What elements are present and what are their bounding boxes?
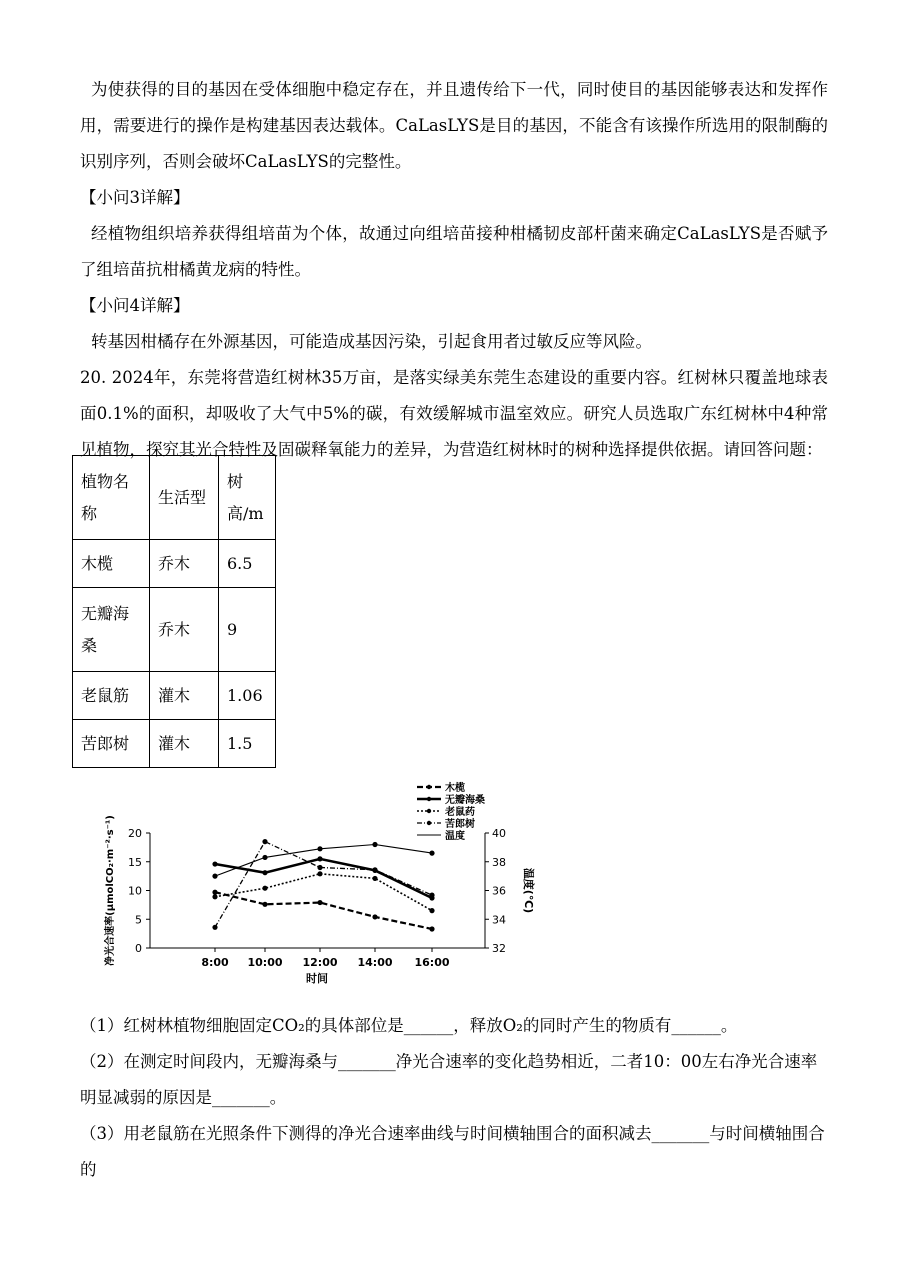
legend-marker xyxy=(427,821,431,825)
legend-label: 木榄 xyxy=(445,783,465,794)
table-cell: 无瓣海桑 xyxy=(73,588,150,672)
data-point xyxy=(262,886,267,891)
table-header-cell: 植物名称 xyxy=(73,456,150,540)
y-tick-label: 20 xyxy=(128,827,142,840)
x-tick-label: 16:00 xyxy=(414,956,450,969)
answer-paragraph-2: 为使获得的目的基因在受体细胞中稳定存在，并且遗传给下一代，同时使目的基因能够表达和发挥作用，需要进行的操作是构建基因表达载体。CaLasLYS是目的基因，不能含有该操作所选用的限制酶的识别序列，否则会破坏CaLasLYS的完整性。 xyxy=(80,80,828,171)
data-point xyxy=(262,902,267,907)
data-point xyxy=(317,871,322,876)
series-line-2 xyxy=(215,874,432,911)
y-axis-label: 净光合速率(μmolCO₂·m⁻²·s⁻¹) xyxy=(105,815,116,966)
y2-tick-label: 40 xyxy=(492,827,506,840)
table-header-cell: 树高/m xyxy=(219,456,276,540)
series-line-1 xyxy=(215,859,432,898)
data-point xyxy=(212,890,217,895)
answer-paragraph-3: 经植物组织培养获得组培苗为个体，故通过向组培苗接种柑橘韧皮部杆菌来确定CaLasLYS是否赋予了组培苗抗柑橘黄龙病的特性。 xyxy=(80,224,828,279)
legend-label: 温度 xyxy=(445,831,465,842)
data-point xyxy=(372,867,377,872)
data-point xyxy=(372,842,377,847)
y2-tick-label: 36 xyxy=(492,884,506,898)
x-tick-label: 14:00 xyxy=(357,956,393,969)
y-tick-label: 0 xyxy=(135,942,142,955)
y2-tick-label: 38 xyxy=(492,855,506,869)
y-tick-label: 5 xyxy=(135,913,142,927)
y2-axis-label: 温度(℃) xyxy=(522,867,535,914)
sub-question-3-heading: 【小问3详解】 xyxy=(80,188,190,207)
data-point xyxy=(262,855,267,860)
table-row xyxy=(73,672,276,720)
data-point xyxy=(262,839,267,844)
x-axis-label: 时间 xyxy=(306,972,328,985)
data-point xyxy=(262,870,267,875)
data-point xyxy=(429,926,434,931)
data-point xyxy=(317,856,322,861)
table-cell: 苦郎树 xyxy=(73,720,150,768)
sub-question-2: （2）在测定时间段内，无瓣海桑与_______净光合速率的变化趋势相近，二者10：00左右净光合速率明显减弱的原因是_______。 xyxy=(80,1052,818,1107)
legend-marker xyxy=(427,797,431,801)
table-cell: 6.5 xyxy=(219,540,276,588)
x-tick-label: 8:00 xyxy=(201,956,229,969)
table-header-cell: 生活型 xyxy=(150,456,219,540)
table-cell: 灌木 xyxy=(150,672,219,720)
legend-marker xyxy=(427,785,431,789)
sub-question-3: （3）用老鼠筋在光照条件下测得的净光合速率曲线与时间横轴围合的面积减去_______与时间横轴围合的 xyxy=(80,1124,825,1179)
answer-paragraph-4: 转基因柑橘存在外源基因，可能造成基因污染，引起食用者过敏反应等风险。 xyxy=(91,332,652,351)
legend-label: 无瓣海桑 xyxy=(445,795,485,806)
table-cell: 木榄 xyxy=(73,540,150,588)
data-point xyxy=(317,846,322,851)
table-row xyxy=(73,540,276,588)
data-point xyxy=(372,914,377,919)
y-tick-label: 10 xyxy=(128,884,142,898)
data-point xyxy=(372,876,377,881)
legend-label: 老鼠药 xyxy=(445,807,475,818)
data-point xyxy=(429,893,434,898)
data-point xyxy=(429,851,434,856)
legend-label: 苦郎树 xyxy=(445,819,475,830)
data-point xyxy=(212,894,217,899)
data-point xyxy=(212,925,217,930)
data-point xyxy=(317,900,322,905)
table-cell: 老鼠筋 xyxy=(73,672,150,720)
x-tick-label: 10:00 xyxy=(247,956,283,969)
sub-question-4-heading: 【小问4详解】 xyxy=(80,296,190,315)
data-point xyxy=(212,861,217,866)
y2-tick-label: 34 xyxy=(492,913,506,927)
legend-marker xyxy=(427,809,431,813)
photosynthesis-line-chart xyxy=(95,778,535,993)
y-tick-label: 15 xyxy=(128,855,142,869)
table-header-row xyxy=(73,456,276,540)
question-20-stem: 20. 2024年，东莞将营造红树林35万亩，是落实绿美东莞生态建设的重要内容。红树林只覆盖地球表面0.1%的面积，却吸收了大气中5%的碳，有效缓解城市温室效应。研究人员选取广东红树林中4种常见植物，探究其光合特性及固碳释氧能力的差异，为营造红树林时的树种选择提供依据。请回答问题： xyxy=(80,368,828,459)
table-row xyxy=(73,588,276,672)
table-row xyxy=(73,720,276,768)
table-cell: 乔木 xyxy=(150,588,219,672)
sub-question-1: （1）红树林植物细胞固定CO₂的具体部位是______，释放O₂的同时产生的物质有______。 xyxy=(80,1016,738,1035)
data-point xyxy=(317,865,322,870)
series-line-0 xyxy=(215,892,432,929)
table-cell: 1.5 xyxy=(219,720,276,768)
table-cell: 灌木 xyxy=(150,720,219,768)
data-point xyxy=(212,874,217,879)
table-cell: 乔木 xyxy=(150,540,219,588)
y2-tick-label: 32 xyxy=(492,942,506,955)
table-cell: 9 xyxy=(219,588,276,672)
table-cell: 1.06 xyxy=(219,672,276,720)
series-line-3 xyxy=(215,842,432,928)
plant-table xyxy=(72,455,276,768)
data-point xyxy=(429,908,434,913)
x-tick-label: 12:00 xyxy=(302,956,338,969)
